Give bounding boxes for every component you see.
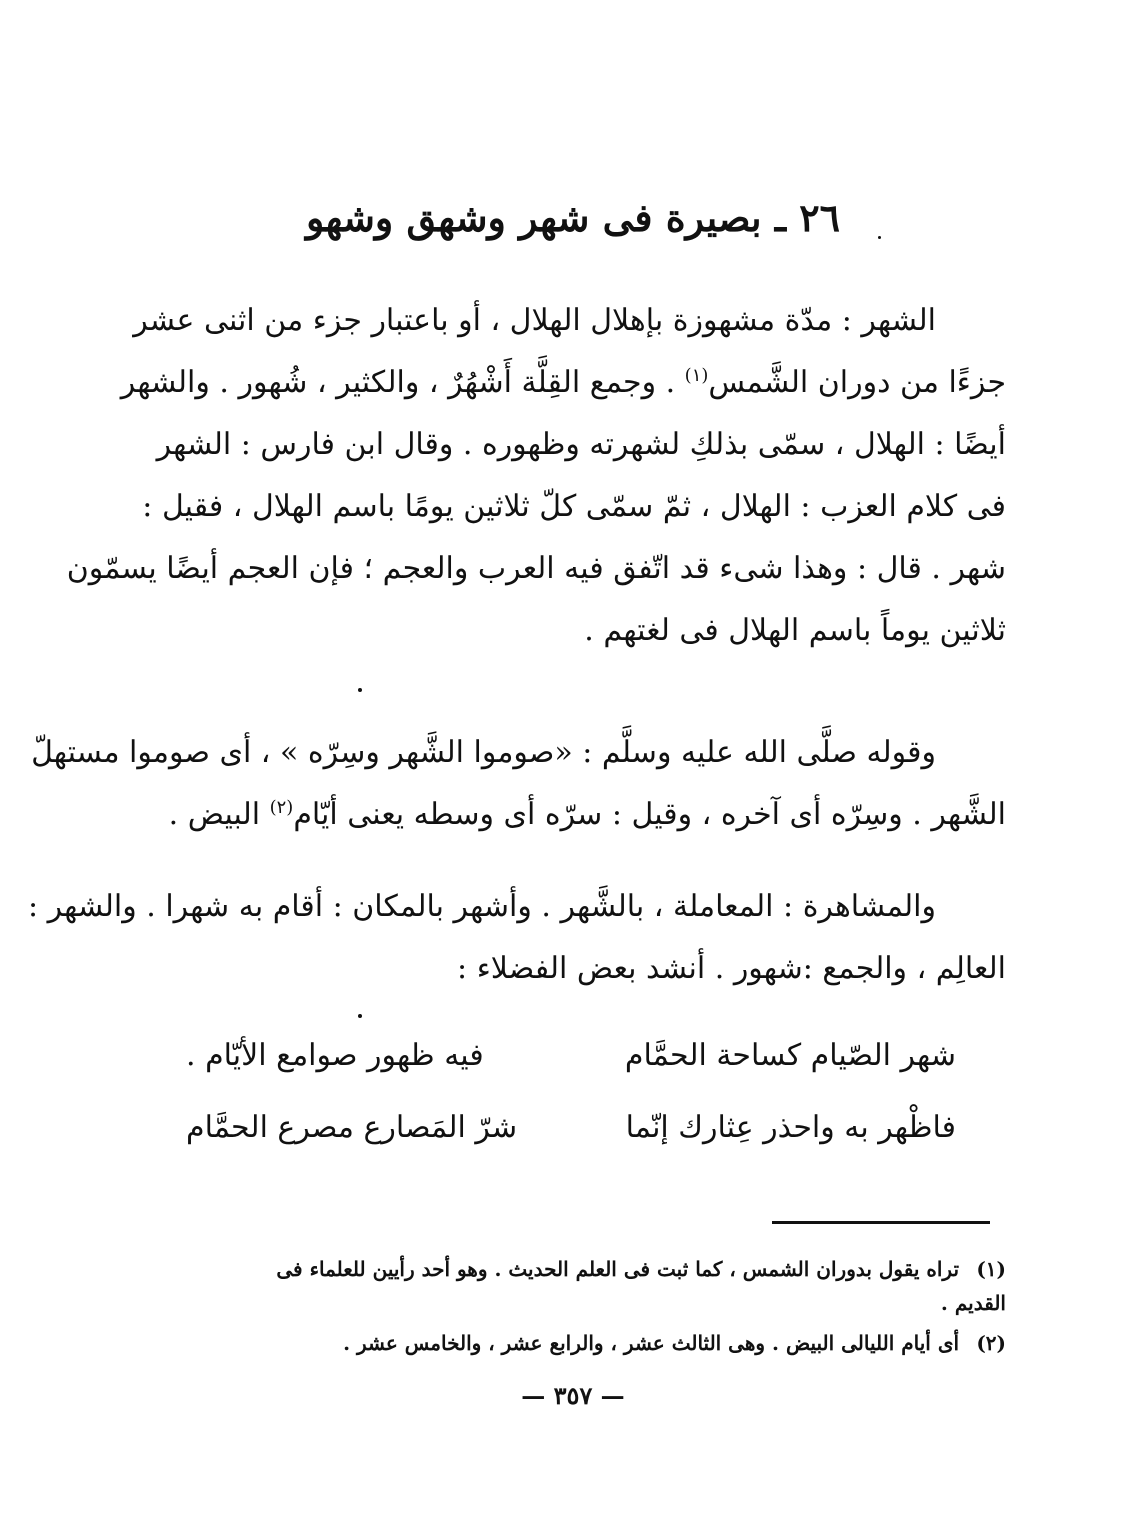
footnote-number: (١)	[976, 1257, 1006, 1281]
text-line: وقوله صلَّى الله عليه وسلَّم : «صوموا الشَّهر وسِرّه » ، أى صوموا مستهلّ	[31, 735, 936, 770]
text-fragment: الشَّهر . وسِرّه أى آخره ، وقيل : سرّه أى وسطه يعنى أيّام	[293, 797, 1006, 832]
footnote-2	[140, 1326, 1006, 1360]
footnote-ref-1[interactable]: (١)	[684, 365, 709, 386]
page-number: — ٣٥٧ —	[521, 1381, 625, 1410]
footnote-text: تراه يقول بدوران الشمس ، كما ثبت فى العلم الحديث . وهو أحد رأيين للعلماء فى	[276, 1257, 960, 1281]
hemistich-second: فيه ظهور صوامع الأيّام .	[186, 1038, 484, 1073]
text-line-with-footnote	[120, 352, 1006, 414]
footnote-continuation: القديم .	[940, 1291, 1006, 1315]
paragraph-1	[66, 290, 1006, 662]
section-title: ٢٦ ـ بصيرة فى شهر وشهق وشهو	[305, 195, 841, 240]
scan-speck	[358, 1014, 362, 1018]
text-line: العالِم ، والجمع :شهور . أنشد بعض الفضلاء :	[457, 951, 1006, 986]
footnote-separator	[772, 1221, 990, 1224]
text-line: والمشاهرة : المعاملة ، بالشَّهر . وأشهر بالمكان : أقام به شهرا . والشهر :	[27, 889, 936, 924]
paragraph-2	[31, 722, 1006, 846]
footnote-ref-2[interactable]: (٢)	[269, 797, 294, 818]
hemistich-first: فاظْهر به واحذر عِثارك إنّما	[625, 1110, 956, 1145]
poem	[186, 1020, 956, 1164]
scan-speck	[358, 688, 362, 692]
text-fragment: جزءًا من دوران الشَّمس	[708, 365, 1006, 400]
footnote-text: أى أيام الليالى البيض . وهى الثالث عشر ، والرابع عشر ، والخامس عشر .	[343, 1331, 960, 1355]
poem-verse	[186, 1020, 956, 1092]
text-line: فى كلام العزب : الهلال ، ثمّ سمّى كلّ ثلاثين يومًا باسم الهلال ، فقيل :	[142, 489, 1006, 524]
hemistich-first: شهر الصّيام كساحة الحمَّام	[624, 1038, 956, 1073]
text-line: شهر . قال : وهذا شىء قد اتّفق فيه العرب والعجم ؛ فإن العجم أيضًا يسمّون	[66, 551, 1006, 586]
text-line: أيضًا : الهلال ، سمّى بذلكِ لشهرته وظهوره . وقال ابن فارس : الشهر	[156, 427, 1006, 462]
scan-speck	[878, 236, 881, 239]
text-line-with-footnote	[140, 784, 1006, 846]
paragraph-3	[27, 876, 1006, 1000]
footnote-line	[140, 1252, 1006, 1286]
footnote-number: (٢)	[976, 1331, 1006, 1355]
footnote-1	[140, 1252, 1006, 1320]
text-line: ثلاثين يوماً باسم الهلال فى لغتهم .	[584, 613, 1006, 648]
hemistich-second: شرّ المَصارع مصرع الحمَّام	[186, 1110, 518, 1145]
poem-verse	[186, 1092, 956, 1164]
text-line: الشهر : مدّة مشهوزة بإهلال الهلال ، أو باعتبار جزء من اثنى عشر	[133, 303, 936, 338]
text-fragment: . وجمع القِلَّة أَشْهُرٌ ، والكثير ، شُهور . والشهر	[120, 365, 685, 400]
footnote-line	[140, 1326, 1006, 1360]
text-fragment: البيض .	[168, 797, 270, 832]
